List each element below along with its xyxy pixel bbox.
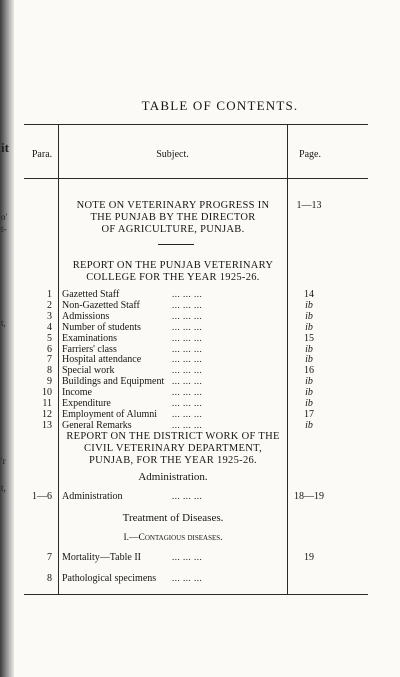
college-row-page: ib bbox=[305, 343, 313, 355]
district-report-line: REPORT ON THE DISTRICT WORK OF THE bbox=[66, 431, 280, 442]
college-row-page: ib bbox=[305, 398, 313, 409]
college-row-para: 8 bbox=[47, 365, 52, 377]
dot-leader: ... ... ... bbox=[172, 552, 203, 562]
district-report-line: PUNJAB, FOR THE YEAR 1925-26. bbox=[89, 455, 257, 466]
college-row-subject: Buildings and Equipment bbox=[62, 376, 165, 388]
college-row-para: 12 bbox=[42, 408, 52, 420]
college-row-page: 16 bbox=[304, 365, 314, 377]
college-row-page: ib bbox=[305, 310, 313, 322]
college-row-para: 3 bbox=[47, 310, 52, 322]
note-heading bbox=[62, 200, 284, 236]
college-row-subject: Employment of Alumni bbox=[62, 408, 157, 420]
college-row-para: 11 bbox=[42, 398, 52, 409]
administration-subject: Administration bbox=[62, 491, 123, 502]
treatment-heading: Treatment of Diseases. bbox=[122, 512, 224, 524]
college-row-subject: Farriers' class bbox=[62, 343, 117, 355]
page-title: TABLE OF CONTENTS. bbox=[141, 98, 299, 113]
dot-leader: ... ... ... bbox=[172, 343, 203, 354]
college-row-para: 2 bbox=[47, 299, 52, 311]
district-report-line: CIVIL VETERINARY DEPARTMENT, bbox=[83, 443, 262, 454]
edge-mark: t- bbox=[1, 224, 7, 234]
dot-leader: ... ... ... bbox=[172, 398, 203, 408]
dot-leader: ... ... ... bbox=[172, 332, 203, 343]
college-report-line: REPORT ON THE PUNJAB VETERINARY bbox=[72, 260, 274, 271]
college-row-para: 6 bbox=[47, 343, 52, 355]
dot-leader: ... ... ... bbox=[172, 354, 203, 365]
college-report-line: COLLEGE FOR THE YEAR 1925-26. bbox=[86, 272, 260, 283]
dot-leader: ... ... ... bbox=[172, 299, 203, 310]
district-row-para: 8 bbox=[47, 573, 52, 584]
header-para: Para. bbox=[31, 149, 53, 160]
college-row-para: 13 bbox=[42, 419, 52, 431]
edge-mark: o' bbox=[1, 212, 8, 222]
note-line: NOTE ON VETERINARY PROGRESS IN bbox=[76, 200, 270, 211]
college-row-page: 15 bbox=[304, 332, 314, 344]
college-row-page: ib bbox=[305, 321, 313, 333]
college-report-heading bbox=[62, 260, 284, 284]
administration-para: 1—6 bbox=[32, 491, 52, 502]
college-row-page: ib bbox=[305, 419, 313, 431]
college-row-para: 5 bbox=[47, 332, 52, 344]
district-row-para: 7 bbox=[47, 552, 52, 563]
college-row-subject: Non-Gazetted Staff bbox=[62, 299, 140, 311]
college-row-page: ib bbox=[305, 387, 313, 399]
section-separator bbox=[158, 244, 194, 245]
dot-leader: ... ... ... bbox=[172, 408, 203, 419]
college-row-subject: Gazetted Staff bbox=[62, 289, 120, 300]
header-subject: Subject. bbox=[156, 149, 189, 160]
district-report-heading bbox=[62, 431, 284, 467]
college-row-para: 7 bbox=[47, 354, 52, 366]
college-row-subject: Number of students bbox=[62, 321, 141, 333]
administration-heading: Administration. bbox=[138, 471, 208, 483]
header-bottom-rule bbox=[24, 178, 368, 179]
table-top-rule bbox=[24, 124, 368, 125]
dot-leader: ... ... ... bbox=[172, 365, 203, 376]
college-row-subject: Expenditure bbox=[62, 398, 111, 409]
dot-leader: ... ... ... bbox=[172, 573, 203, 583]
college-row-page: ib bbox=[305, 299, 313, 311]
college-row-para: 4 bbox=[47, 321, 52, 333]
college-row-subject: Examinations bbox=[62, 332, 117, 344]
edge-mark: it bbox=[1, 140, 9, 155]
college-row-para: 10 bbox=[42, 387, 52, 399]
college-row-page: ib bbox=[305, 354, 313, 366]
edge-mark: 'r bbox=[1, 456, 6, 466]
edge-mark: t, bbox=[1, 318, 6, 328]
dot-leader: ... ... ... bbox=[172, 419, 203, 430]
college-row-page: ib bbox=[305, 376, 313, 388]
dot-leader: ... ... ... bbox=[172, 289, 203, 299]
note-page: 1—13 bbox=[296, 200, 322, 211]
college-row-subject: Admissions bbox=[62, 310, 110, 322]
note-line: THE PUNJAB BY THE DIRECTOR bbox=[90, 212, 256, 223]
contagious-heading: I.—Contagious diseases. bbox=[123, 533, 223, 543]
district-row-subject: Mortality—Table II bbox=[62, 552, 141, 563]
college-row-subject: Income bbox=[62, 387, 92, 399]
college-row-page: 14 bbox=[304, 289, 314, 300]
college-row-para: 9 bbox=[47, 376, 52, 388]
college-row-subject: General Remarks bbox=[62, 419, 132, 431]
dot-leader: ... ... ... bbox=[172, 491, 203, 501]
college-row-subject: Special work bbox=[62, 365, 115, 377]
college-row-subject: Hospital attendance bbox=[62, 354, 142, 366]
table-bottom-rule bbox=[24, 594, 368, 595]
district-row-page: 19 bbox=[304, 552, 314, 563]
college-row-para: 1 bbox=[47, 289, 52, 300]
dot-leader: ... ... ... bbox=[172, 321, 203, 332]
note-line: OF AGRICULTURE, PUNJAB. bbox=[101, 224, 245, 235]
header-page: Page. bbox=[299, 149, 321, 160]
dot-leader: ... ... ... bbox=[172, 387, 203, 398]
edge-mark: t, bbox=[1, 483, 6, 493]
dot-leader: ... ... ... bbox=[172, 376, 203, 387]
district-row-subject: Pathological specimens bbox=[62, 573, 157, 584]
administration-page: 18—19 bbox=[294, 491, 324, 502]
dot-leader: ... ... ... bbox=[172, 310, 203, 321]
book-binding-edge bbox=[0, 0, 14, 677]
column-divider-para bbox=[58, 124, 59, 594]
college-row-page: 17 bbox=[304, 408, 314, 420]
